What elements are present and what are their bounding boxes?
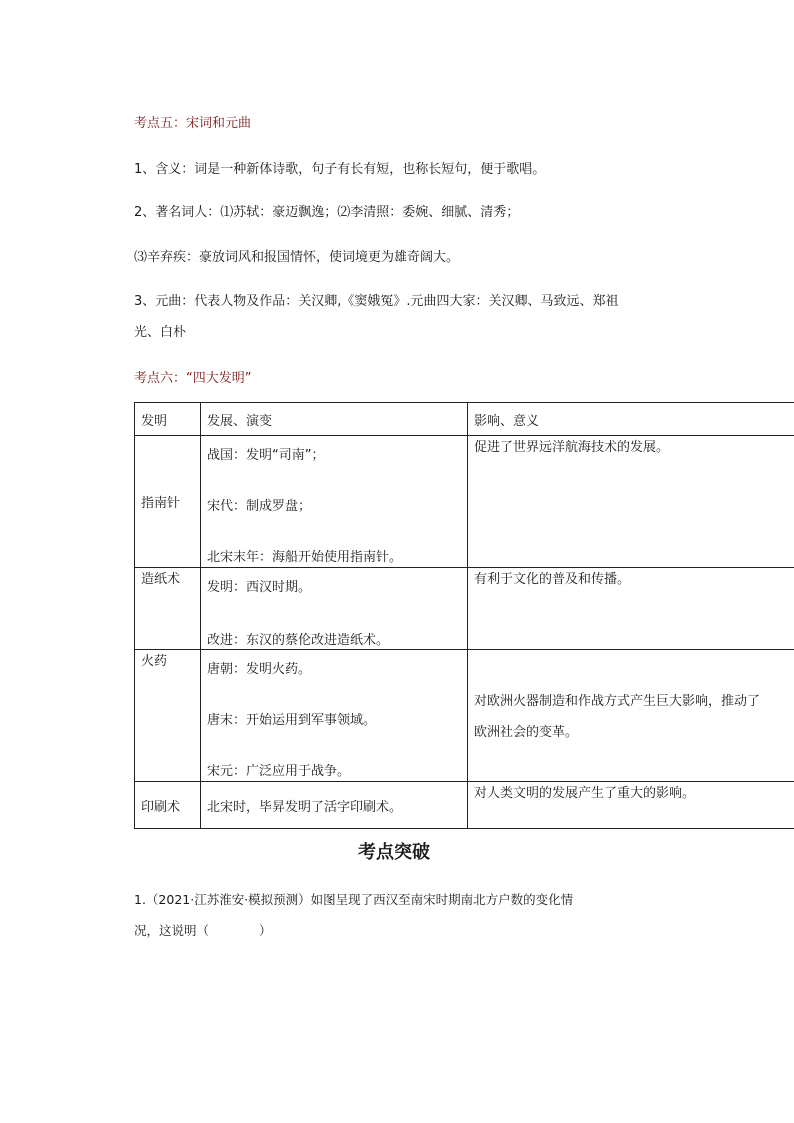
- table-row: [135, 650, 794, 782]
- section6-heading: 考点六：“四大发明”: [134, 371, 252, 386]
- section5-xinqiji: ⑶辛弃疾：豪放词风和报国情怀，使词境更为雄奇阔大。: [134, 250, 460, 265]
- table-header-row: [135, 403, 794, 436]
- invention-name: 指南针: [135, 436, 201, 568]
- development-cell: [201, 436, 468, 568]
- development-item: 唐朝：发明火药。: [207, 662, 312, 677]
- header-impact: 影响、意义: [468, 403, 794, 436]
- section5-poets: 2、著名词人：⑴苏轼：豪迈飘逸；⑵李清照：委婉、细腻、清秀；: [134, 205, 520, 220]
- impact-line: 欧洲社会的变革。: [474, 725, 579, 740]
- four-inventions-table: [134, 402, 794, 829]
- development-item: 唐末：开始运用到军事领域。: [207, 713, 377, 728]
- impact-cell: [468, 650, 794, 782]
- header-development: 发展、演变: [201, 403, 468, 436]
- development-item: 北宋末年：海船开始使用指南针。: [207, 550, 403, 565]
- invention-name: 造纸术: [135, 568, 201, 650]
- development-item: 战国：发明“司南”；: [207, 448, 325, 463]
- development-item: 北宋时，毕昇发明了活字印刷术。: [207, 799, 403, 815]
- section5-heading: 考点五：宋词和元曲: [134, 116, 252, 131]
- invention-name: 火药: [135, 650, 201, 782]
- development-item: 宋元：广泛应用于战争。: [207, 764, 351, 779]
- impact-cell: 对人类文明的发展产生了重大的影响。: [468, 782, 794, 829]
- invention-name: 印刷术: [135, 782, 201, 829]
- question-1-line2: 况，这说明（ ）: [134, 923, 272, 938]
- development-cell: [201, 782, 468, 829]
- development-item: 发明：西汉时期。: [207, 580, 312, 595]
- development-cell: [201, 568, 468, 650]
- development-item: 改进：东汉的蔡伦改进造纸术。: [207, 633, 390, 648]
- question-1-line1: 1.（2021·江苏淮安·模拟预测）如图呈现了西汉至南宋时期南北方户数的变化情: [134, 892, 574, 907]
- table-row: [135, 568, 794, 650]
- section5-yuanqu-cont: 光、白朴: [134, 325, 187, 340]
- table-row: [135, 436, 794, 568]
- table-row: [135, 782, 794, 829]
- development-cell: [201, 650, 468, 782]
- breakthrough-title: 考点突破: [358, 842, 430, 863]
- header-invention: 发明: [135, 403, 201, 436]
- section5-yuanqu: 3、元曲：代表人物及作品：关汉卿,《窦娥冤》.元曲四大家：关汉卿、马致远、郑祖: [134, 294, 619, 309]
- development-item: 宋代：制成罗盘；: [207, 499, 312, 514]
- section5-meaning: 1、含义：词是一种新体诗歌，句子有长有短，也称长短句，便于歌唱。: [134, 162, 546, 177]
- impact-cell: 有利于文化的普及和传播。: [468, 568, 794, 650]
- impact-cell: 促进了世界远洋航海技术的发展。: [468, 436, 794, 568]
- impact-line: 对欧洲火器制造和作战方式产生巨大影响，推动了: [474, 694, 761, 709]
